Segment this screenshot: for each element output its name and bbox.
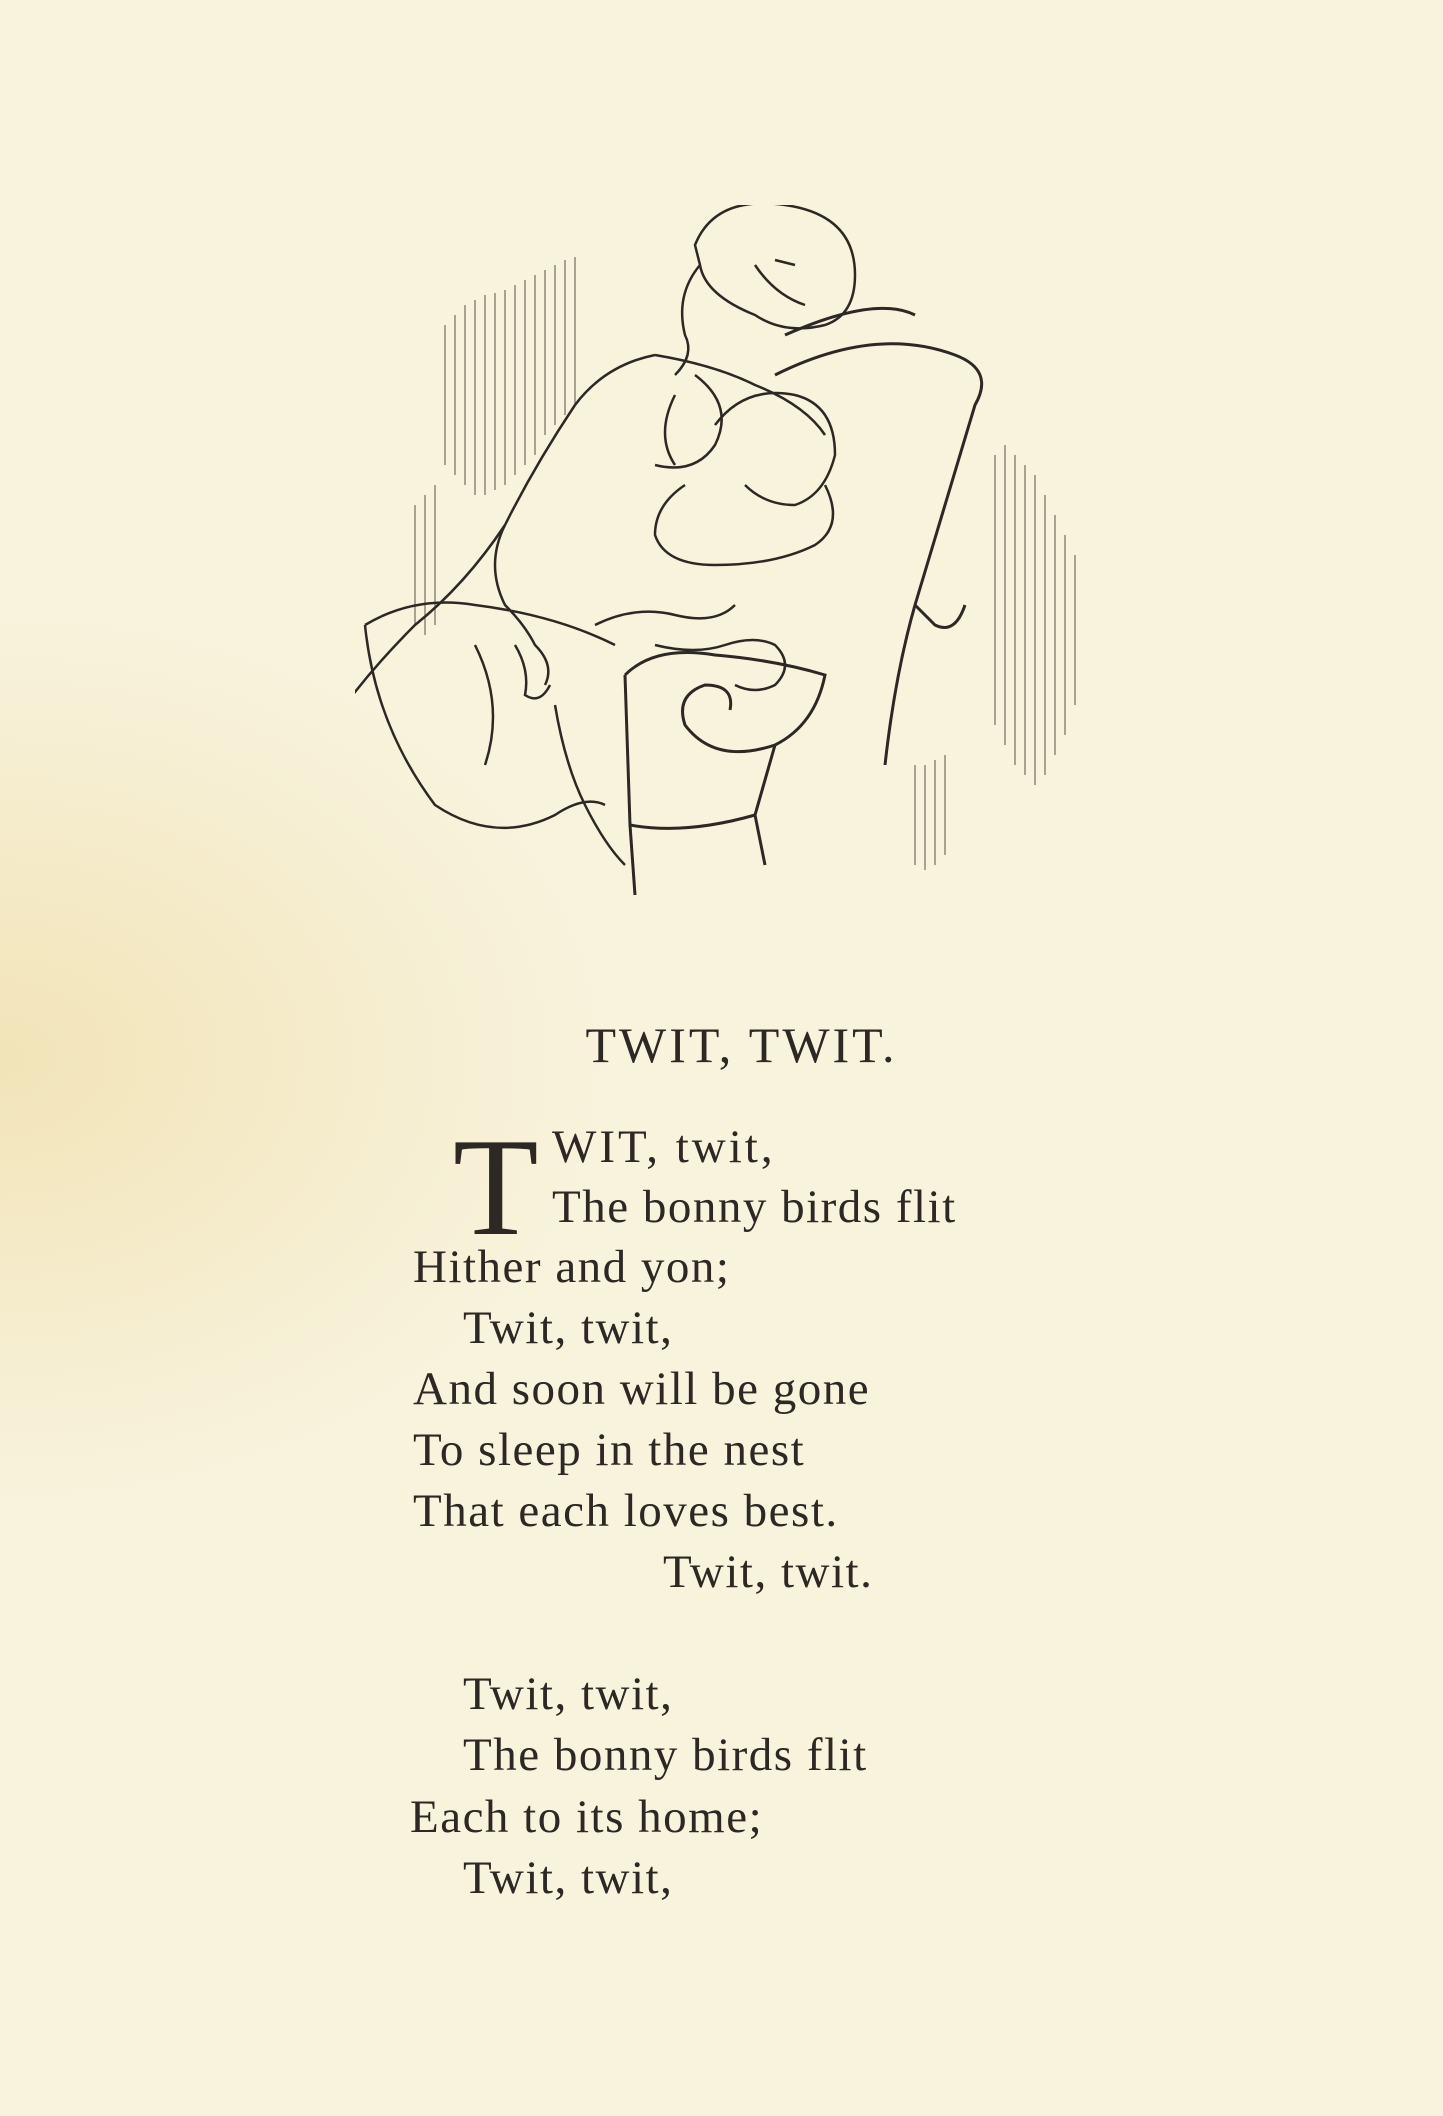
poem-line-7: That each loves best. (413, 1485, 839, 1537)
armchair (625, 308, 982, 895)
poem-line-8: Twit, twit. (663, 1546, 874, 1598)
right-hatching (915, 445, 1075, 870)
drop-cap: T (453, 1110, 539, 1265)
poem-line-5: And soon will be gone (413, 1363, 871, 1415)
poem-line-10: The bonny birds flit (463, 1729, 868, 1781)
poem-line-4: Twit, twit, (463, 1302, 674, 1354)
poem-line-3: Hither and yon; (413, 1241, 731, 1293)
poem-line-6: To sleep in the nest (413, 1424, 806, 1476)
poem-line-12: Twit, twit, (463, 1852, 674, 1904)
poem-line-1: WIT, twit, (552, 1121, 776, 1173)
poem-line-11: Each to its home; (410, 1791, 764, 1843)
sleeping-girl-illustration (355, 205, 1115, 965)
poem-line-9: Twit, twit, (463, 1668, 674, 1720)
girl-figure (355, 205, 855, 865)
poem-line-2: The bonny birds flit (552, 1181, 957, 1233)
poem-title: TWIT, TWIT. (585, 1017, 898, 1073)
